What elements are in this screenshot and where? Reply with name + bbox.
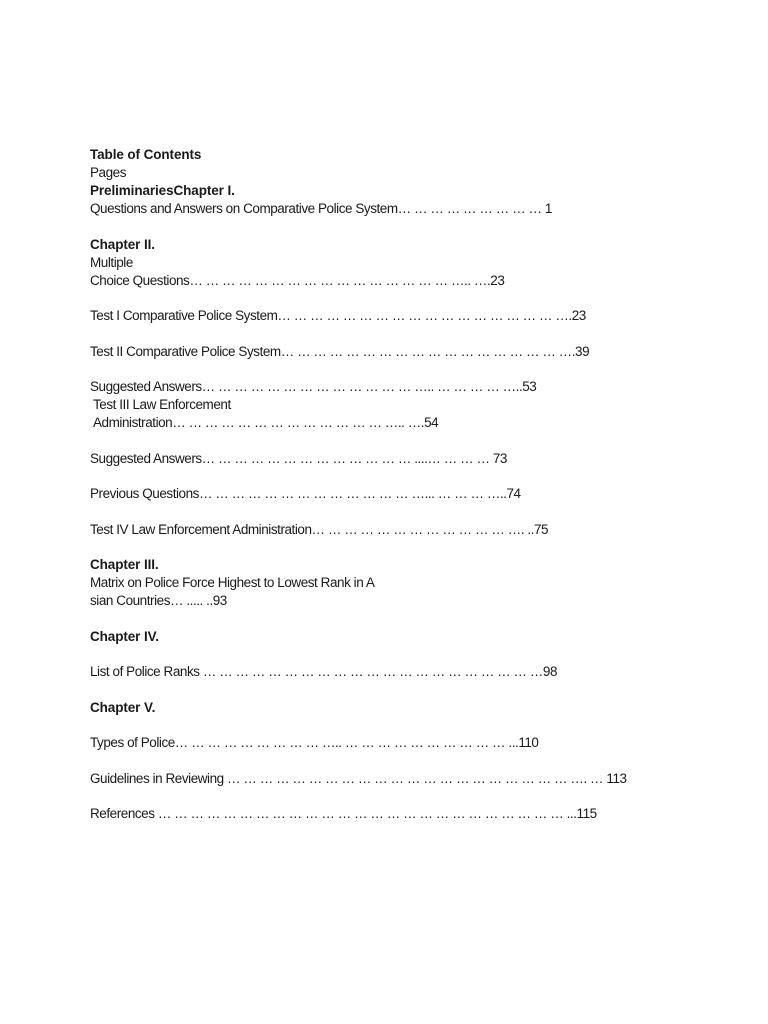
- toc-entry-choice-questions: Choice Questions… … … … … … … … … … … … … … … … ….. ….23: [90, 272, 505, 288]
- toc-entry-matrix-line2: sian Countries… ..... ..93: [90, 593, 227, 608]
- toc-entry-test-3-line2: Administration… … … … … … … … … … … … … ….. ….54: [93, 415, 439, 430]
- toc-entry-list-ranks: List of Police Ranks … … … … … … … … … … … … … … … … … … … … …98: [90, 664, 558, 679]
- toc-entry-questions-answers: Questions and Answers on Comparative Police System… … … … … … … … … 1: [90, 201, 552, 216]
- toc-entry-test-4: Test IV Law Enforcement Administration… … … … … … … … … … … … …. ..75: [90, 521, 549, 537]
- toc-entry-guidelines: Guidelines in Reviewing … … … … … … … … … … … … … … … … … … … … … …. … 113: [90, 770, 627, 786]
- chapter-3-heading: Chapter III.: [90, 557, 159, 572]
- toc-entry-test-3-line1: Test III Law Enforcement: [93, 397, 231, 412]
- toc-entry-multiple: Multiple: [90, 254, 133, 270]
- chapter-2-heading: Chapter II.: [90, 236, 155, 252]
- toc-entry-suggested-answers-1: Suggested Answers… … … … … … … … … … … … … ….. … … … … …..53: [90, 379, 537, 394]
- pages-label: Pages: [90, 165, 127, 180]
- toc-entry-references: References … … … … … … … … … … … … … … … … … … … … … … … … … ...115: [90, 806, 597, 821]
- toc-entry-types-police: Types of Police… … … … … … … … … ….. … … … … … … … … … … ...110: [90, 735, 539, 750]
- chapter-5-heading: Chapter V.: [90, 699, 156, 715]
- toc-entry-matrix-line1: Matrix on Police Force Highest to Lowest Rank in A: [90, 575, 375, 590]
- toc-entry-test-2: Test II Comparative Police System… … … … … … … … … … … … … … … … … ….39: [90, 343, 590, 359]
- table-of-contents: [90, 146, 690, 823]
- preliminaries-heading: PreliminariesChapter I.: [90, 183, 235, 198]
- toc-title: Table of Contents: [90, 147, 202, 162]
- chapter-4-heading: Chapter IV.: [90, 628, 159, 644]
- toc-entry-previous-questions: Previous Questions… … … … … … … … … … … … … …... … … … …..74: [90, 486, 521, 501]
- toc-entry-suggested-answers-2: Suggested Answers… … … … … … … … … … … … … ....… … … … 73: [90, 450, 507, 466]
- toc-entry-test-1: Test I Comparative Police System… … … … … … … … … … … … … … … … … ….23: [90, 308, 586, 323]
